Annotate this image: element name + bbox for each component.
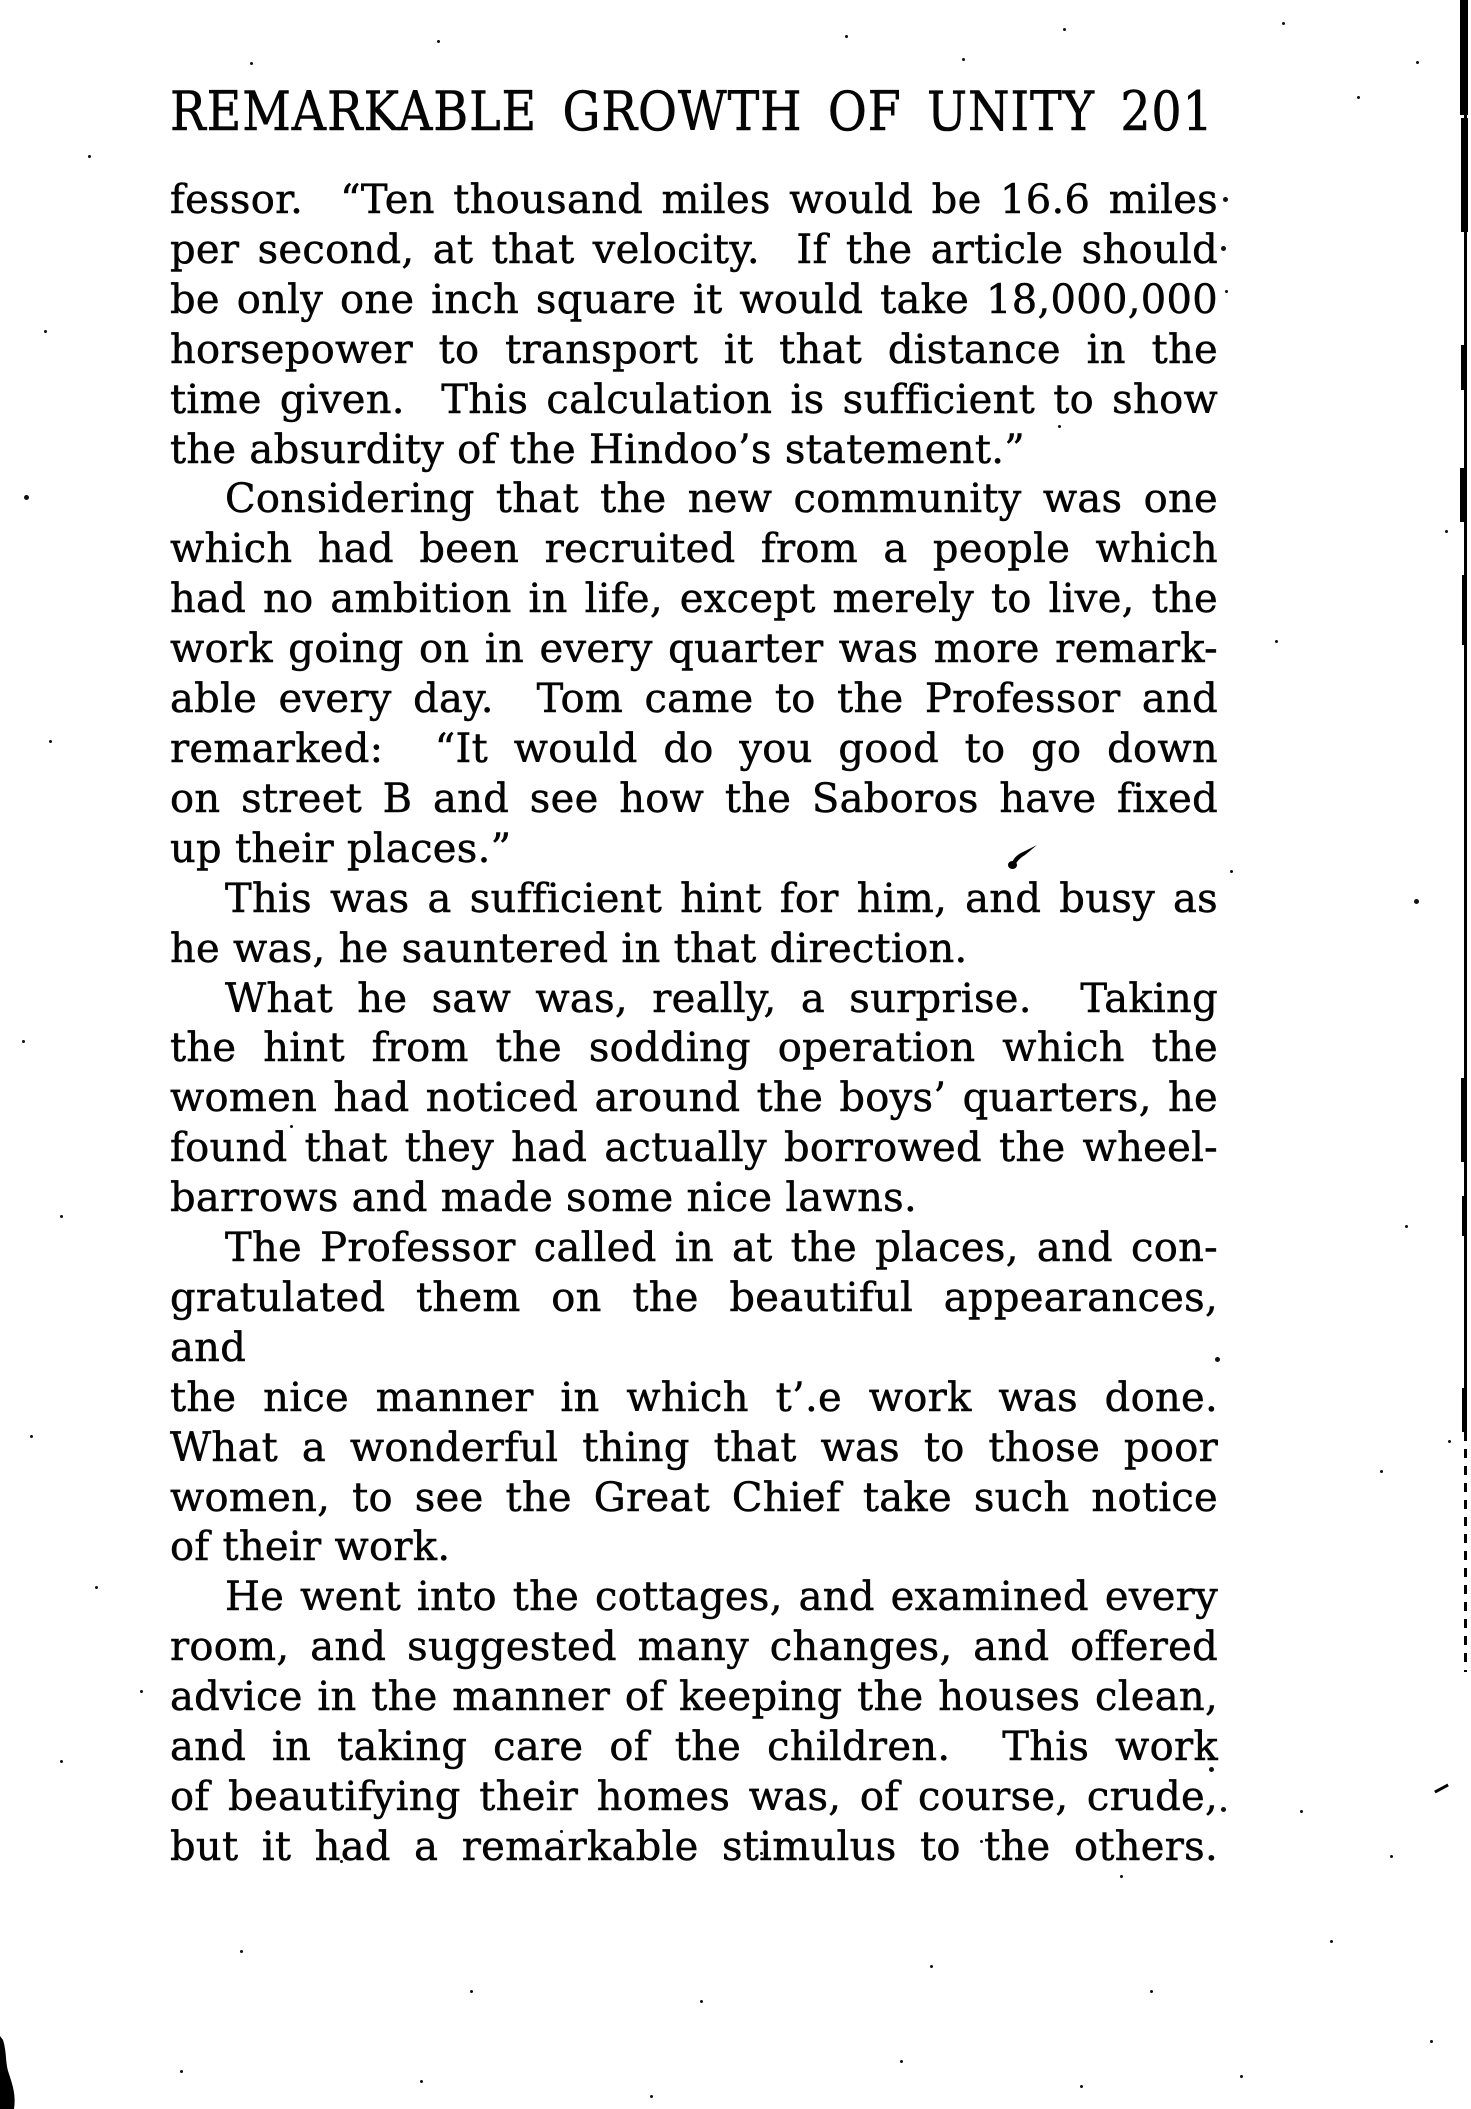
text-line: able every day. Tom came to the Professor and [170, 676, 1218, 723]
text-line: the hint from the sodding operation which the [170, 1025, 1218, 1072]
text-line: advice in the manner of keeping the houses clean, [170, 1674, 1218, 1721]
text-line: per second, at that velocity. If the article should [170, 226, 1218, 273]
scan-edge-artifact [1464, 1432, 1467, 1672]
text-line: remarked: “It would do you good to go down [170, 725, 1218, 772]
scan-edge-artifact [1462, 575, 1467, 645]
scan-edge-artifact [1462, 1388, 1467, 1432]
scan-edge-artifact [1460, 0, 1468, 115]
header-word: UNITY [927, 80, 1095, 143]
text-line: found that they had actually borrowed the wheel- [170, 1125, 1218, 1172]
text-line: gratulated them on the beautiful appearances, and [170, 1274, 1218, 1371]
slash-artifact [1434, 1784, 1449, 1794]
text-line: horsepower to transport it that distance in the [170, 326, 1218, 373]
text-line: barrows and made some nice lawns. [170, 1175, 918, 1222]
scan-edge-artifact [1461, 345, 1467, 390]
page-number: 201 [1120, 80, 1214, 143]
text-line: fessor. “Ten thousand miles would be 16.6 miles [170, 177, 1218, 223]
body-text [170, 176, 1218, 1873]
text-line: room, and suggested many changes, and offered [170, 1624, 1218, 1671]
text-line: which had been recruited from a people which [170, 526, 1218, 573]
page-edge-ink-blot [0, 2036, 22, 2109]
text-line: of beautifying their homes was, of course, crude, [170, 1774, 1218, 1820]
header-word: GROWTH [562, 80, 803, 143]
text-line: and in taking care of the children. This work [170, 1724, 1218, 1771]
text-line: work going on in every quarter was more remark- [170, 626, 1218, 673]
text-line: time given. This calculation is sufficient to show [170, 376, 1218, 423]
header-word: REMARKABLE [170, 80, 538, 143]
text-line: be only one inch square it would take 18,000,000 [170, 276, 1218, 323]
text-line: the absurdity of the Hindoo’s statement.” [170, 426, 1025, 473]
text-line: What he saw was, really, a surprise. Taking [225, 975, 1218, 1022]
text-line: This was a sufficient hint for him, and busy as [225, 875, 1218, 922]
text-line: the nice manner in which t’.e work was done. [170, 1374, 1218, 1421]
text-line: up their places.” [170, 825, 512, 872]
text-line: The Professor called in at the places, and con- [225, 1225, 1218, 1272]
text-line: he was, he sauntered in that direction. [170, 925, 968, 972]
text-line: Considering that the new community was one [225, 476, 1218, 523]
header-word: OF [827, 80, 902, 143]
scan-edge-artifact [1460, 468, 1467, 522]
ink-blot-mark [1008, 844, 1038, 870]
text-line: What a wonderful thing that was to those poor [170, 1424, 1218, 1471]
running-header [170, 80, 1214, 143]
scan-edge-artifact [1461, 1078, 1467, 1162]
text-line: but it had a remarkable stimulus to the others. [170, 1823, 1218, 1870]
text-line: on street B and see how the Saboros have fixed [170, 775, 1218, 822]
text-line: He went into the cottages, and examined every [225, 1574, 1218, 1621]
text-line: women had noticed around the boys’ quarters, he [170, 1075, 1218, 1122]
text-line: women, to see the Great Chief take such notice [170, 1474, 1218, 1521]
scan-edge-artifact [1461, 118, 1468, 232]
text-line: of their work. [170, 1524, 451, 1571]
text-line: had no ambition in life, except merely to live, the [170, 576, 1218, 623]
scan-edge-artifact [1462, 1196, 1467, 1236]
scan-noise [0, 0, 3, 3]
